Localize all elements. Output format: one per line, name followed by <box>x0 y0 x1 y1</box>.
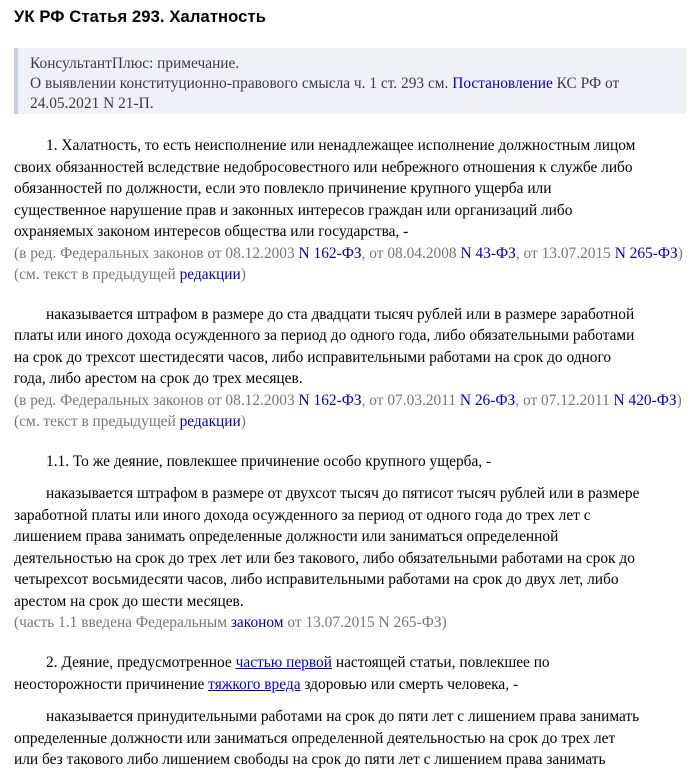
law-link-43fz[interactable]: N 43-ФЗ <box>460 244 516 262</box>
article-content <box>14 135 698 771</box>
amendment-note-2: (в ред. Федеральных законов от 08.12.2003 N 162-ФЗ, от 07.03.2011 N 26-ФЗ, от 07.12.2011 N 420-ФЗ) (см. текст в предыдущей редакции) <box>14 391 682 430</box>
amendment-note: (в ред. Федеральных законов от 08.12.2003 N 162-ФЗ, от 08.04.2008 N 43-ФЗ, от 13.07.2015 N 265-ФЗ) (см. текст в предыдущей редакции) <box>14 244 683 283</box>
law-link-265fz[interactable]: N 265-ФЗ <box>614 244 678 262</box>
note-line-2: 24.05.2021 N 21-П. <box>30 95 154 112</box>
part-one-link[interactable]: частью первой <box>235 654 332 671</box>
note-header: КонсультантПлюс: примечание. <box>30 55 240 72</box>
postanovlenie-link[interactable]: Постановление <box>452 75 553 92</box>
paragraph-sanction-1: наказывается штрафом в размере до ста двадцати тысяч рублей или в размере заработной платы или иного дохода осужденного за период до одного года, либо обязательными работами на срок до трехсот шестидесяти часов, либо исправительными работами на срок до одного года, либо арестом на срок до трех месяцев. <box>14 305 635 387</box>
paragraph-part-1: 1. Халатность, то есть неисполнение или ненадлежащее исполнение должностным лицом своих обязанностей вследствие недобросовестного или небрежного отношения к службе либо обязанностей по должности, если это повлекло причинение крупного ущерба или существенное нарушение прав и законных интересов граждан или организаций либо охраняемых законом интересов общества или государства, - <box>14 137 636 240</box>
law-link-26fz[interactable]: N 26-ФЗ <box>459 391 516 409</box>
page-title: УК РФ Статья 293. Халатность <box>14 7 267 26</box>
introduction-note: (часть 1.1 введена Федеральным законом от 13.07.2015 N 265-ФЗ) <box>14 614 447 631</box>
paragraph-sanction-1-1: наказывается штрафом в размере от двухсот тысяч до пятисот тысяч рублей или в размере заработной платы или иного дохода осужденного за период от одного года до трех лет с лишением права занимать определенные должности или заниматься определенной деятельностью на срок до трех лет или без такового, либо обязательными работами на срок до четырехсот восьмидесяти часов, либо исправительными работами на срок до двух лет, либо арестом на срок до шести месяцев. <box>14 485 640 610</box>
law-link-420fz[interactable]: N 420-ФЗ <box>613 391 677 409</box>
law-link-162fz[interactable]: N 162-ФЗ <box>298 244 362 262</box>
law-link-zakon[interactable]: законом <box>230 614 284 631</box>
note-line: О выявлении конституционно-правового смысла ч. 1 ст. 293 см. Постановление КС РФ от <box>30 75 620 92</box>
consultant-note <box>14 48 686 114</box>
previous-edition-link[interactable]: редакции <box>179 265 241 283</box>
grave-harm-link[interactable]: тяжкого вреда <box>208 675 301 693</box>
paragraph-sanction-2: наказывается принудительными работами на срок до пяти лет с лишением права занимать определенные должности или заниматься определенной деятельностью на срок до трех лет или без такового либо лишением свободы на срок до пяти лет с лишением права занимать <box>14 708 640 768</box>
paragraph-part-1-1: 1.1. То же деяние, повлекшее причинение особо крупного ущерба, - <box>46 452 492 470</box>
previous-edition-link-2[interactable]: редакции <box>179 412 241 430</box>
law-link-162fz-2[interactable]: N 162-ФЗ <box>298 391 362 409</box>
paragraph-part-2: 2. Деяние, предусмотренное частью первой настоящей статьи, повлекшее по неосторожности причинение тяжкого вреда здоровью или смерть человека, - <box>14 654 550 693</box>
